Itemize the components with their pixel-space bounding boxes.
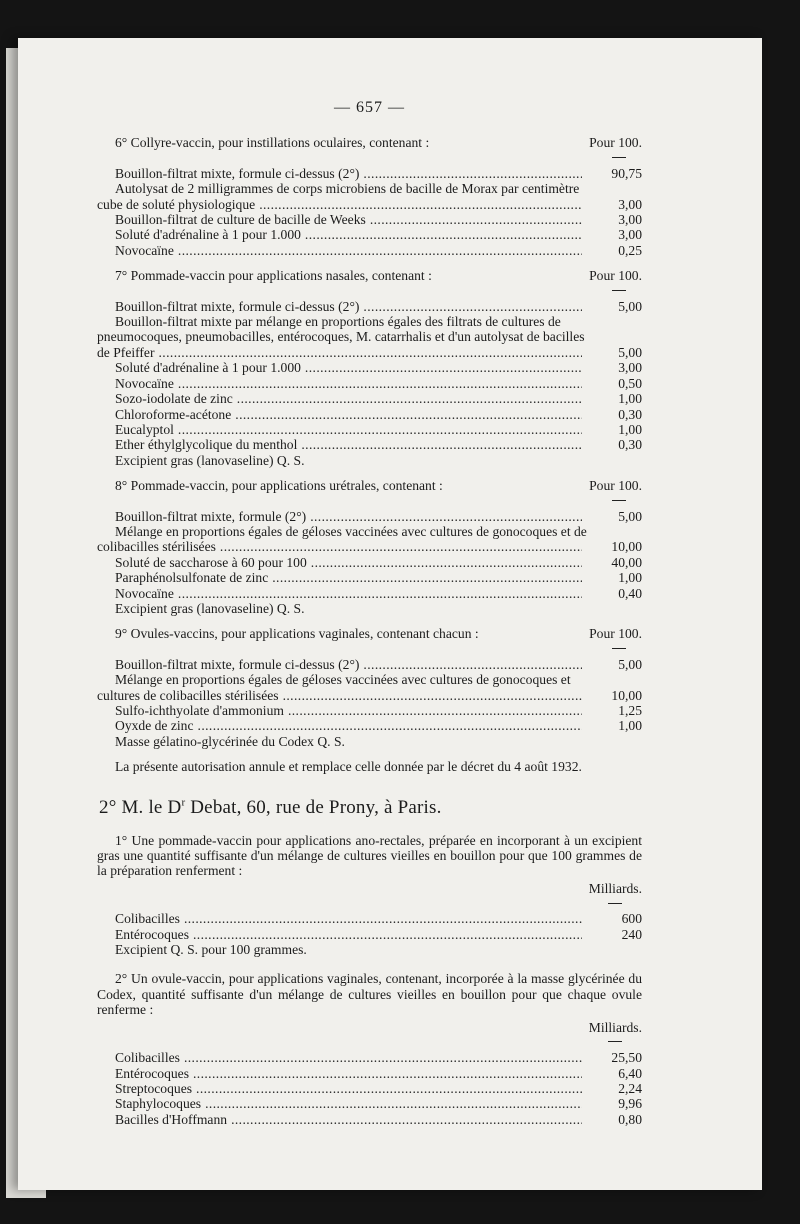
leader-dots (305, 360, 582, 375)
ingredient-value: 1,00 (618, 421, 642, 437)
ingredient-row (97, 1050, 642, 1065)
leader-dots (259, 197, 582, 212)
leader-dots (363, 299, 582, 314)
unit-dash (97, 284, 642, 295)
ingredient-value: 5,00 (618, 344, 642, 360)
leader-dots (231, 1112, 582, 1127)
ingredient-row (97, 360, 642, 375)
ingredient-row (97, 718, 642, 733)
ingredient-row (97, 243, 642, 258)
ingredient-label: Bouillon-filtrat mixte, formule ci-dessus (2°) (115, 298, 360, 314)
ingredient-row (97, 166, 642, 181)
excipient-note: Excipient gras (lanovaseline) Q. S. (115, 600, 305, 616)
preparation-section (97, 833, 642, 958)
ingredient-value: 1,25 (618, 703, 642, 718)
formula-sections (97, 135, 642, 749)
ingredient-row (97, 657, 642, 672)
leader-dots (301, 437, 582, 452)
unit-label: Pour 100. (589, 626, 642, 642)
ingredient-row (97, 703, 642, 718)
ingredient-value: 10,00 (611, 539, 642, 555)
ingredient-value: 9,96 (618, 1096, 642, 1112)
ingredient-label: colibacilles stérilisées (97, 539, 216, 555)
ingredient-row (97, 539, 642, 554)
ingredient-label: Streptocoques (115, 1080, 193, 1096)
ingredient-row (97, 911, 642, 926)
leader-dots (220, 539, 582, 554)
ingredient-label: Bacilles d'Hoffmann (115, 1111, 228, 1127)
excipient-note: Excipient gras (lanovaseline) Q. S. (115, 452, 305, 468)
ingredient-value: 1,00 (618, 718, 642, 734)
ingredient-label: Soluté d'adrénaline à 1 pour 1.000 (115, 227, 301, 243)
unit-label: Pour 100. (589, 478, 642, 494)
leader-dots (370, 212, 582, 227)
ingredient-row (97, 407, 642, 422)
ingredient-label: cube de soluté physiologique (97, 196, 256, 212)
ingredient-label-line: Autolysat de 2 milligrammes de corps microbiens de bacille de Morax par centimètre (115, 181, 580, 197)
ingredient-row (97, 299, 642, 314)
ingredient-value: 1,00 (618, 391, 642, 407)
ingredient-label: Entérocoques (115, 926, 189, 942)
abrogation-note: La présente autorisation annule et remplace celle donnée par le décret du 4 août 1932. (115, 759, 582, 775)
ingredient-label: cultures de colibacilles stérilisées (97, 687, 279, 703)
page-number: — 657 — (334, 99, 405, 116)
ingredient-label: Novocaïne (115, 585, 174, 601)
ingredient-value: 0,50 (618, 375, 642, 391)
leader-dots (193, 927, 582, 942)
ingredient-row (97, 422, 642, 437)
ingredient-value: 240 (621, 926, 642, 942)
ingredient-label: Entérocoques (115, 1065, 189, 1081)
ingredient-value: 0,30 (618, 437, 642, 453)
ingredient-label: Oyxde de zinc (115, 718, 194, 734)
ingredient-label-line: pneumocoques, pneumobacilles, entérocoques, M. catarrhalis et d'un autolysat de bacilles (97, 329, 585, 345)
ingredient-row (97, 345, 642, 360)
heading-sup: r (181, 796, 186, 809)
ingredient-row (97, 197, 642, 212)
ingredient-label: Bouillon-filtrat mixte, formule (2°) (115, 508, 307, 524)
ingredient-label: de Pfeiffer (97, 344, 155, 360)
ingredient-row (97, 376, 642, 391)
ingredient-label: Bouillon-filtrat mixte, formule ci-dessus (2°) (115, 165, 360, 181)
leader-dots (237, 391, 582, 406)
ingredient-row (97, 212, 642, 227)
formula-header (97, 478, 642, 493)
ingredient-label: Sozo-iodolate de zinc (115, 391, 233, 407)
ingredient-value: 25,50 (611, 1050, 642, 1066)
ingredient-label: Novocaïne (115, 375, 174, 391)
ingredient-label: Bouillon-filtrat mixte, formule ci-dessus (2°) (115, 656, 360, 672)
ingredient-row (97, 1112, 642, 1127)
ingredient-label-line: Bouillon-filtrat mixte par mélange en proportions égales des filtrats de cultures de (115, 314, 561, 330)
ingredient-value: 5,00 (618, 656, 642, 672)
section-heading (97, 797, 642, 819)
ingredient-value: 40,00 (611, 554, 642, 570)
ingredient-value: 0,25 (618, 242, 642, 258)
ingredient-label: Soluté d'adrénaline à 1 pour 1.000 (115, 360, 301, 376)
ingredient-value: 0,40 (618, 585, 642, 601)
leader-dots (193, 1066, 582, 1081)
ingredient-row (97, 1066, 642, 1081)
ingredient-row (97, 555, 642, 570)
ingredient-row (97, 688, 642, 703)
leader-dots (178, 586, 582, 601)
formula-section (97, 135, 642, 258)
unit-dash (97, 494, 642, 505)
ingredient-label: Paraphénolsulfonate de zinc (115, 570, 269, 586)
formula-section (97, 626, 642, 749)
ingredient-label: Chloroforme-acétone (115, 406, 232, 422)
ingredient-row (97, 1081, 642, 1096)
preparations-list (97, 833, 642, 1128)
heading-text-rest: Debat, 60, rue de Prony, à Paris. (185, 796, 442, 818)
leader-dots (283, 688, 582, 703)
ingredient-value: 10,00 (611, 687, 642, 703)
ingredient-row (97, 227, 642, 242)
ingredient-label: Bouillon-filtrat de culture de bacille de Weeks (115, 212, 366, 228)
ingredient-label: Sulfo-ichthyolate d'ammonium (115, 703, 284, 718)
formula-section (97, 478, 642, 616)
unit-label: Pour 100. (589, 135, 642, 151)
formula-title: 6° Collyre-vaccin, pour instillations oculaires, contenant : (115, 135, 430, 151)
leader-dots (198, 718, 582, 733)
ingredient-row (97, 437, 642, 452)
leader-dots (178, 376, 582, 391)
unit-label: Pour 100. (589, 268, 642, 284)
ingredient-value: 5,00 (618, 298, 642, 314)
ingredient-value: 3,00 (618, 196, 642, 212)
leader-dots (305, 227, 582, 242)
formula-header (97, 135, 642, 150)
excipient-note: Excipient Q. S. pour 100 grammes. (115, 942, 307, 958)
formula-title: 7° Pommade-vaccin pour applications nasales, contenant : (115, 268, 432, 284)
ingredient-row (97, 391, 642, 406)
ingredient-row (97, 509, 642, 524)
formula-header (97, 626, 642, 641)
ingredient-value: 0,80 (618, 1111, 642, 1127)
unit-dash (97, 151, 642, 162)
unit-label: Milliards. (588, 1019, 642, 1035)
ingredient-value: 3,00 (618, 227, 642, 243)
leader-dots (235, 407, 582, 422)
ingredient-label: Novocaïne (115, 242, 174, 258)
ingredient-value: 5,00 (618, 508, 642, 524)
leader-dots (178, 243, 582, 258)
page-content (97, 100, 642, 1141)
formula-title: 8° Pommade-vaccin, pour applications urétrales, contenant : (115, 478, 443, 494)
unit-dash (97, 896, 642, 907)
heading-text: 2° M. le D (99, 796, 182, 818)
leader-dots (205, 1096, 582, 1111)
ingredient-label: Colibacilles (115, 1050, 180, 1066)
ingredient-label: Eucalyptol (115, 421, 174, 437)
ingredient-label: Colibacilles (115, 911, 180, 927)
ingredient-label: Ether éthylglycolique du menthol (115, 437, 298, 453)
ingredient-value: 3,00 (618, 360, 642, 376)
formula-section (97, 268, 642, 468)
preparation-section (97, 971, 642, 1127)
ingredient-label-line: Mélange en proportions égales de géloses vaccinées avec cultures de gonocoques et de (115, 523, 587, 539)
leader-dots (311, 555, 582, 570)
leader-dots (363, 657, 582, 672)
unit-label: Milliards. (588, 880, 642, 896)
ingredient-value: 600 (621, 911, 642, 927)
ingredient-value: 0,30 (618, 406, 642, 422)
ingredient-row (97, 927, 642, 942)
leader-dots (288, 703, 582, 718)
ingredient-label: Staphylocoques (115, 1096, 202, 1112)
leader-dots (363, 166, 582, 181)
unit-dash (97, 642, 642, 653)
ingredient-value: 1,00 (618, 570, 642, 586)
ingredient-row (97, 586, 642, 601)
formula-title: 9° Ovules-vaccins, pour applications vaginales, contenant chacun : (115, 626, 479, 642)
ingredient-row (97, 570, 642, 585)
ingredient-row (97, 1096, 642, 1111)
ingredient-value: 90,75 (611, 165, 642, 181)
leader-dots (310, 509, 582, 524)
ingredient-value: 3,00 (618, 212, 642, 228)
formula-header (97, 268, 642, 283)
ingredient-label-line: Mélange en proportions égales de géloses vaccinées avec cultures de gonocoques et (115, 672, 571, 688)
leader-dots (178, 422, 582, 437)
ingredient-value: 6,40 (618, 1065, 642, 1081)
leader-dots (184, 1050, 582, 1065)
leader-dots (159, 345, 583, 360)
preparation-description: 1° Une pommade-vaccin pour applications ano-rectales, préparée en incorporant à un excipient gras une quantité suffisante d'un mélange de cultures vieilles en bouillon pour que 100 grammes de la préparation renferment : (97, 832, 642, 879)
unit-dash (97, 1035, 642, 1046)
leader-dots (272, 570, 582, 585)
leader-dots (184, 911, 582, 926)
leader-dots (196, 1081, 582, 1096)
ingredient-value: 2,24 (618, 1080, 642, 1096)
preparation-description: 2° Un ovule-vaccin, pour applications vaginales, contenant, incorporée à la masse glycérinée du Codex, quantité suffisante d'un mélange de cultures vieilles en bouillon pour que chaque ovule renferme : (97, 971, 642, 1018)
ingredient-label: Soluté de saccharose à 60 pour 100 (115, 554, 307, 570)
excipient-note: Masse gélatino-glycérinée du Codex Q. S. (115, 733, 345, 749)
